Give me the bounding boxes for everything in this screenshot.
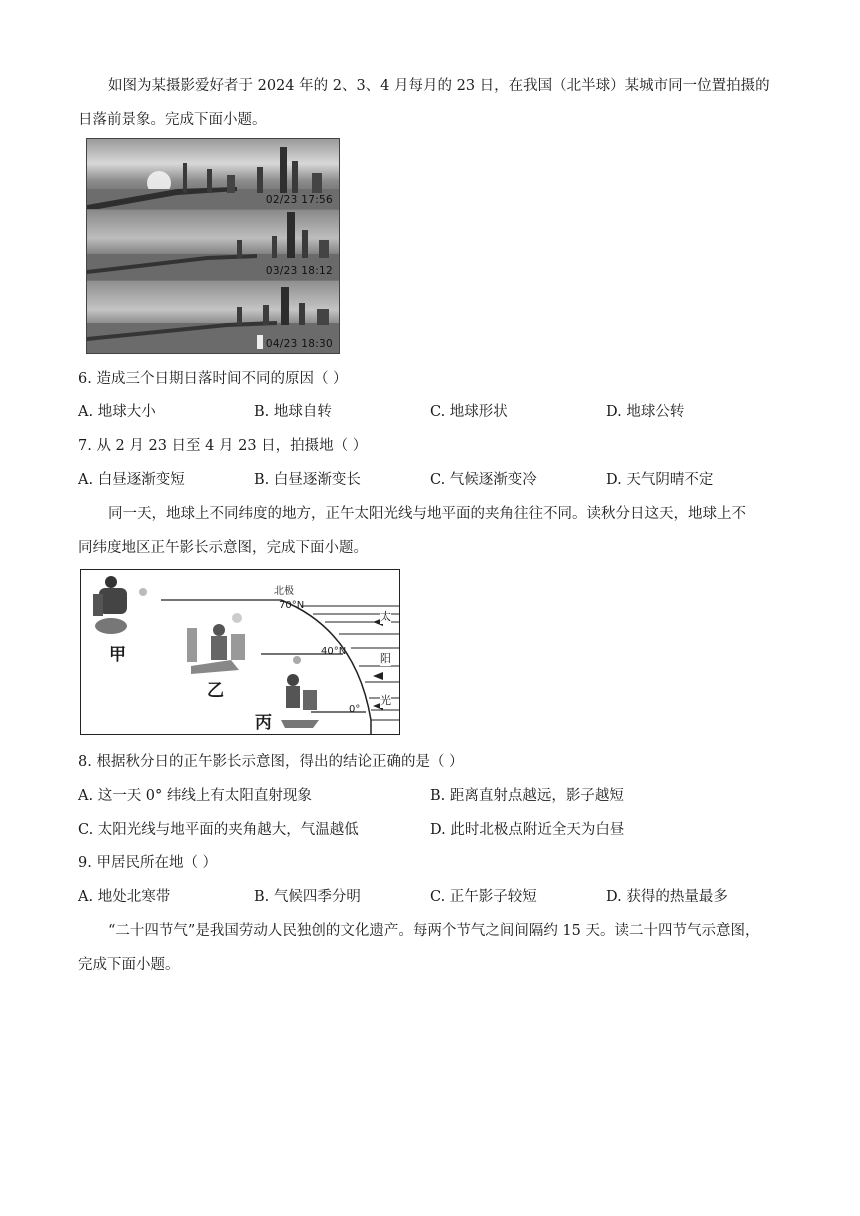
option-b: B. 气候四季分明 bbox=[254, 889, 361, 905]
person-bing-figure bbox=[281, 656, 319, 728]
photo-panel-mar bbox=[87, 210, 339, 280]
person-yi-figure bbox=[187, 613, 245, 674]
option-d: D. 地球公转 bbox=[606, 404, 685, 420]
person-jia-label: 甲 bbox=[109, 645, 126, 665]
lat-40-label: 40°N bbox=[321, 646, 347, 657]
lat-0-label: 0° bbox=[349, 704, 361, 715]
option-c: C. 地球形状 bbox=[430, 404, 508, 420]
intro-paragraph-line: 同一天，地球上不同纬度的地方，正午太阳光线与地平面的夹角往往不同。读秋分日这天，地球上不 bbox=[108, 506, 746, 522]
sun-char-label: 阳 bbox=[380, 652, 391, 665]
timestamp-label: 03/23 18:12 bbox=[265, 265, 333, 277]
option-c: C. 正午影子较短 bbox=[430, 889, 537, 905]
photo-panel-apr bbox=[87, 281, 339, 353]
sunset-photo-strip bbox=[86, 138, 340, 354]
north-pole-label: 北极 bbox=[274, 586, 294, 597]
option-b: B. 白昼逐渐变长 bbox=[254, 472, 361, 488]
intro-paragraph-line: 日落前景象。完成下面小题。 bbox=[78, 112, 267, 128]
photo-panel-feb bbox=[87, 139, 339, 209]
option-a: A. 地处北寒带 bbox=[78, 889, 171, 905]
question-stem: 7. 从 2 月 23 日至 4 月 23 日，拍摄地（ ） bbox=[78, 438, 368, 454]
question-stem: 8. 根据秋分日的正午影长示意图，得出的结论正确的是（ ） bbox=[78, 754, 464, 770]
question-stem: 6. 造成三个日期日落时间不同的原因（ ） bbox=[78, 371, 348, 387]
question-stem: 9. 甲居民所在地（ ） bbox=[78, 855, 218, 871]
option-d: D. 天气阴晴不定 bbox=[606, 472, 714, 488]
sun-char-label: 太 bbox=[380, 610, 391, 623]
intro-paragraph-line: “二十四节气”是我国劳动人民独创的文化遗产。每两个节气之间间隔约 15 天。读二十四节气示意图， bbox=[108, 923, 760, 939]
option-d: D. 此时北极点附近全天为白昼 bbox=[430, 822, 625, 838]
person-yi-label: 乙 bbox=[207, 681, 224, 701]
person-jia-figure bbox=[93, 576, 147, 634]
intro-paragraph-line: 如图为某摄影爱好者于 2024 年的 2、3、4 月每月的 23 日，在我国（北半球）某城市同一位置拍摄的 bbox=[108, 78, 770, 94]
timestamp-label: 04/23 18:30 bbox=[265, 338, 333, 350]
timestamp-label: 02/23 17:56 bbox=[265, 194, 333, 206]
option-b: B. 距离直射点越远，影子越短 bbox=[430, 788, 624, 804]
lat-70-label: 70°N bbox=[279, 600, 305, 611]
option-d: D. 获得的热量最多 bbox=[606, 889, 728, 905]
option-a: A. 这一天 0° 纬线上有太阳直射现象 bbox=[78, 788, 312, 804]
option-a: A. 地球大小 bbox=[78, 404, 156, 420]
sun-char-label: 光 bbox=[380, 694, 391, 707]
noon-shadow-diagram bbox=[80, 569, 400, 735]
option-b: B. 地球自转 bbox=[254, 404, 332, 420]
option-c: C. 气候逐渐变冷 bbox=[430, 472, 537, 488]
option-c: C. 太阳光线与地平面的夹角越大，气温越低 bbox=[78, 822, 359, 838]
intro-paragraph-line: 完成下面小题。 bbox=[78, 957, 180, 973]
person-bing-label: 丙 bbox=[255, 713, 272, 733]
option-a: A. 白昼逐渐变短 bbox=[78, 472, 185, 488]
intro-paragraph-line: 同纬度地区正午影长示意图，完成下面小题。 bbox=[78, 540, 368, 556]
